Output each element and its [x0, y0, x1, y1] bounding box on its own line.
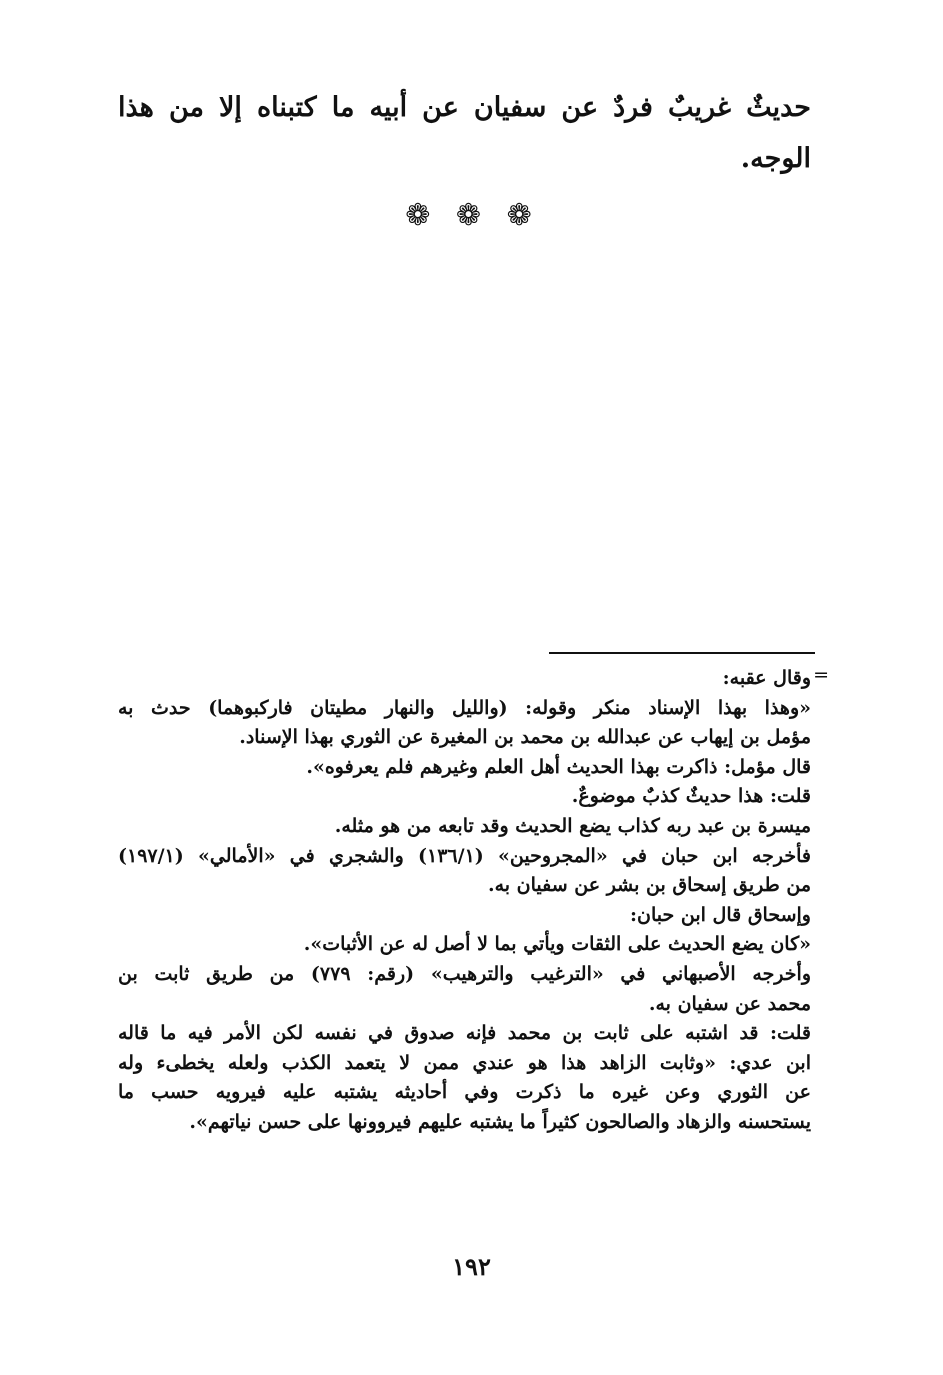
- main-text-paragraph: حديثٌ غريبٌ فردٌ عن سفيان عن أبيه ما كتبناه إلا من هذا الوجه.: [118, 92, 811, 174]
- flower-ornament-icon: ❁: [506, 198, 538, 233]
- footnote-line: يستحسنه والزهاد والصالحون كثيراً ما يشتبه عليهم فيروونها على حسن نياتهم».: [189, 1110, 811, 1133]
- page-number: ١٩٢: [452, 1252, 491, 1281]
- flower-ornament-icon: ❁: [405, 198, 437, 233]
- footnote-line: محمد عن سفيان به.: [648, 992, 811, 1015]
- footnote-line: قلت: قد اشتبه على ثابت بن محمد فإنه صدوق في نفسه لكن الأمر فيه ما قاله: [118, 1022, 811, 1045]
- footnote-line: ابن عدي: «وثابت الزاهد هذا هو عندي ممن لا يتعمد الكذب ولعله يخطىء وله: [118, 1051, 811, 1074]
- flower-ornament-icon: ❁: [455, 198, 488, 233]
- footnote-separator: [549, 652, 815, 654]
- footnote-line: «وهذا بهذا الإسناد منكر وقوله: (والليل والنهار مطيتان فاركبوهما) حدث به: [118, 696, 811, 719]
- footnote-line: فأخرجه ابن حبان في «المجروحين» (١٣٦/١) والشجري في «الأمالي» (١٩٧/١): [118, 844, 811, 867]
- footnote-line: مؤمل بن إيهاب عن عبدالله بن محمد بن المغيرة عن الثوري بهذا الإسناد.: [239, 726, 811, 749]
- footnote-line: من طريق إسحاق بن بشر عن سفيان به.: [487, 874, 811, 897]
- footnote-line: وإسحاق قال ابن حبان:: [630, 903, 811, 926]
- footnote-continuation-marker: =: [813, 664, 829, 686]
- footnote-line: «كان يضع الحديث على الثقات ويأتي بما لا أصل له عن الأثبات».: [303, 933, 811, 956]
- footnote-line: وقال عقبه:: [722, 667, 811, 689]
- footnote-line: عن الثوري وعن غيره ما ذكرت وفي أحاديثه يشتبه عليه فيرويه حسب ما: [118, 1081, 811, 1104]
- section-ornaments: [0, 198, 943, 233]
- footnote-block: [118, 664, 811, 1138]
- footnote-line: قال مؤمل: ذاكرت بهذا الحديث أهل العلم وغيرهم فلم يعرفوه».: [306, 755, 811, 778]
- footnote-line: قلت: هذا حديثٌ كذبٌ موضوعٌ.: [571, 785, 811, 808]
- footnote-line: ميسرة بن عبد ربه كذاب يضع الحديث وقد تابعه من هو مثله.: [334, 814, 811, 837]
- footnote-line: وأخرجه الأصبهاني في «الترغيب والترهيب» (رقم: ٧٧٩) من طريق ثابت بن: [118, 962, 811, 985]
